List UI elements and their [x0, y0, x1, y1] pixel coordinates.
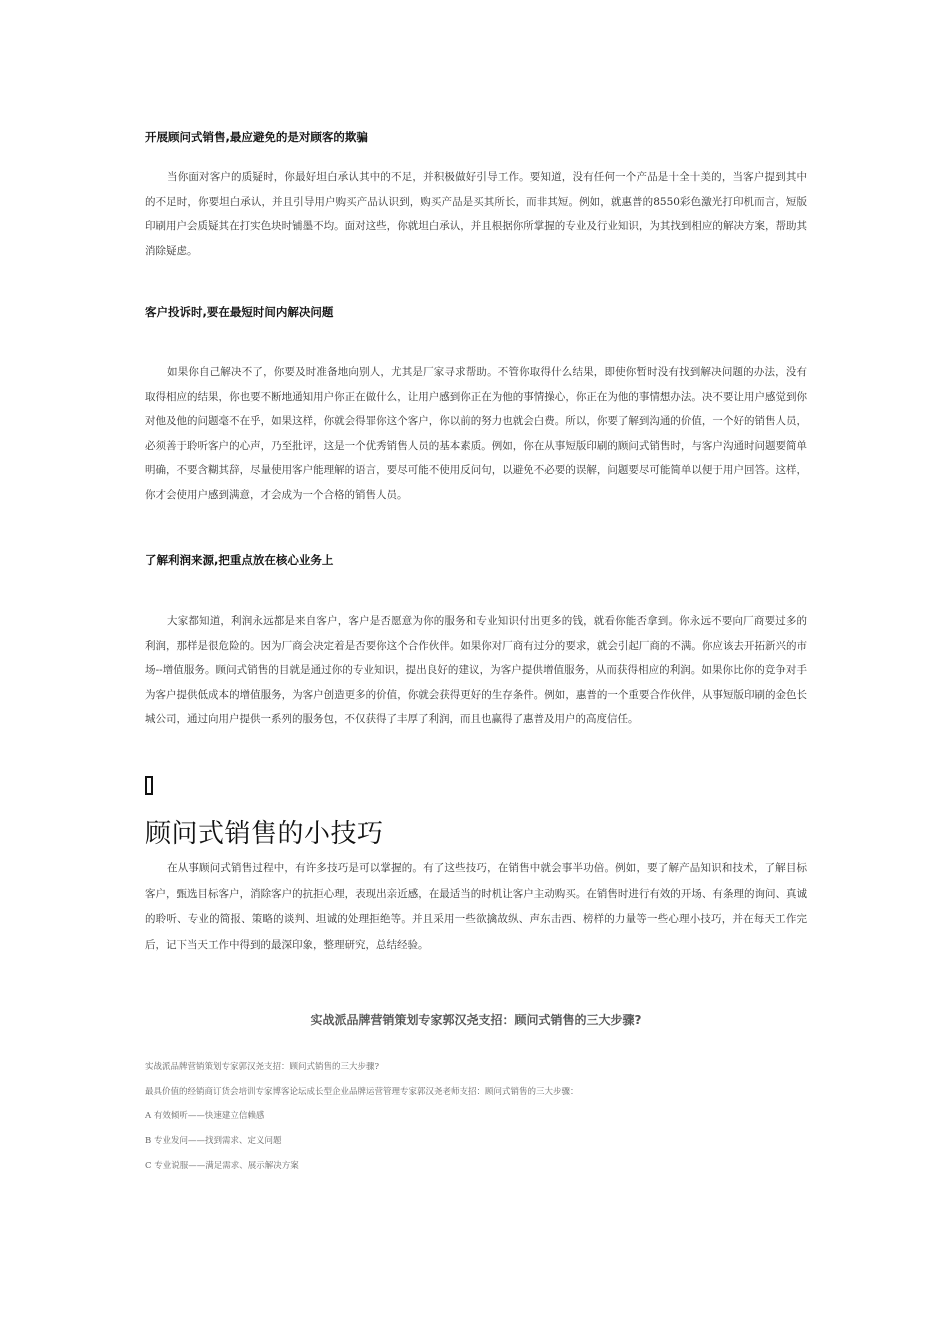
- steps-line-a: A 有效倾听——快速建立信赖感: [145, 1111, 265, 1121]
- section-heading-2: 客户投诉时,要在最短时间内解决问题: [145, 305, 334, 319]
- section-body-1: 当你面对客户的质疑时，你最好坦白承认其中的不足，并积极做好引导工作。要知道，没有任何一个产品是十全十美的，当客户提到其中的不足时，你要坦白承认，并且引导用户购买产品认识到，购买产品是买其所长，而非其短。例如，就惠普的8550彩色激光打印机而言，短版印刷用户会质疑其在打实色块时铺墨不均。面对这些，你就坦白承认，并且根据你所掌握的专业及行业知识，为其找到相应的解决方案，帮助其消除疑虑。: [145, 171, 807, 257]
- section-body-3: 大家都知道，利润永远都是来自客户，客户是否愿意为你的服务和专业知识付出更多的钱，就看你能否拿到。你永远不要向厂商要过多的利润，那样是很危险的。因为厂商会决定着是否要你这个合作伙伴。如果你对厂商有过分的要求，就会引起厂商的不满。你应该去开拓新兴的市场--增值服务。顾问式销售的目就是通过你的专业知识，提出良好的建议，为客户提供增值服务，从而获得相应的利润。如果你比你的竞争对手为客户提供低成本的增值服务，为客户创造更多的价值，你就会获得更好的生存条件。例如，惠普的一个重要合作伙伴，从事短版印刷的金色长城公司，通过向用户提供一系列的服务包，不仅获得了丰厚了利润，而且也赢得了惠普及用户的高度信任。: [145, 615, 807, 726]
- steps-line-subtitle: 最具价值的经销商订货会培训专家博客论坛成长型企业品牌运营管理专家郭汉尧老师支招：顾问式销售的三大步骤：: [145, 1087, 579, 1097]
- section-body-2: 如果你自己解决不了，你要及时准备地向别人，尤其是厂家寻求帮助。不管你取得什么结果，即使你暂时没有找到解决问题的办法，没有取得相应的结果，你也要不断地通知用户你正在做什么，让用户感到你正在为他的事情操心，你正在为他的事情想办法。决不要让用户感觉到你对他及他的问题毫不在乎，如果这样，你就会得罪你这个客户，你以前的努力也就会白费。所以，你要了解到沟通的价值，一个好的销售人员，必须善于聆听客户的心声，乃至批评，这是一个优秀销售人员的基本素质。例如，你在从事短版印刷的顾问式销售时，与客户沟通时问题要简单明确，不要含糊其辞，尽量使用客户能理解的语言，要尽可能不使用反问句，以避免不必要的误解，问题要尽可能简单以便于用户回答。这样，你才会使用户感到满意，才会成为一个合格的销售人员。: [145, 366, 807, 501]
- steps-line-intro: 实战派品牌营销策划专家郭汉尧支招：顾问式销售的三大步骤?: [145, 1062, 380, 1072]
- placeholder-glyph: [145, 776, 153, 795]
- tips-body: 在从事顾问式销售过程中，有许多技巧是可以掌握的。有了这些技巧，在销售中就会事半功倍。例如，要了解产品知识和技术，了解目标客户，甄选目标客户，消除客户的抗拒心理，表现出亲近感，在最适当的时机让客户主动购买。在销售时进行有效的开场、有条理的询问、真诚的聆听、专业的简报、策略的谈判、坦诚的处理拒绝等。并且采用一些欲擒故纵、声东击西、榜样的力量等一些心理小技巧，并在每天工作完后，记下当天工作中得到的最深印象，整理研究，总结经验。: [145, 862, 807, 951]
- steps-title: 实战派品牌营销策划专家郭汉尧支招：顾问式销售的三大步骤?: [310, 1013, 642, 1027]
- steps-line-b: B 专业发问——找到需求、定义问题: [145, 1136, 282, 1146]
- section-heading-3: 了解利润来源,把重点放在核心业务上: [145, 553, 334, 567]
- steps-line-c: C 专业说服——满足需求、展示解决方案: [145, 1161, 299, 1171]
- section-heading-1: 开展顾问式销售,最应避免的是对顾客的欺骗: [145, 130, 368, 144]
- tips-title: 顾问式销售的小技巧: [145, 819, 384, 849]
